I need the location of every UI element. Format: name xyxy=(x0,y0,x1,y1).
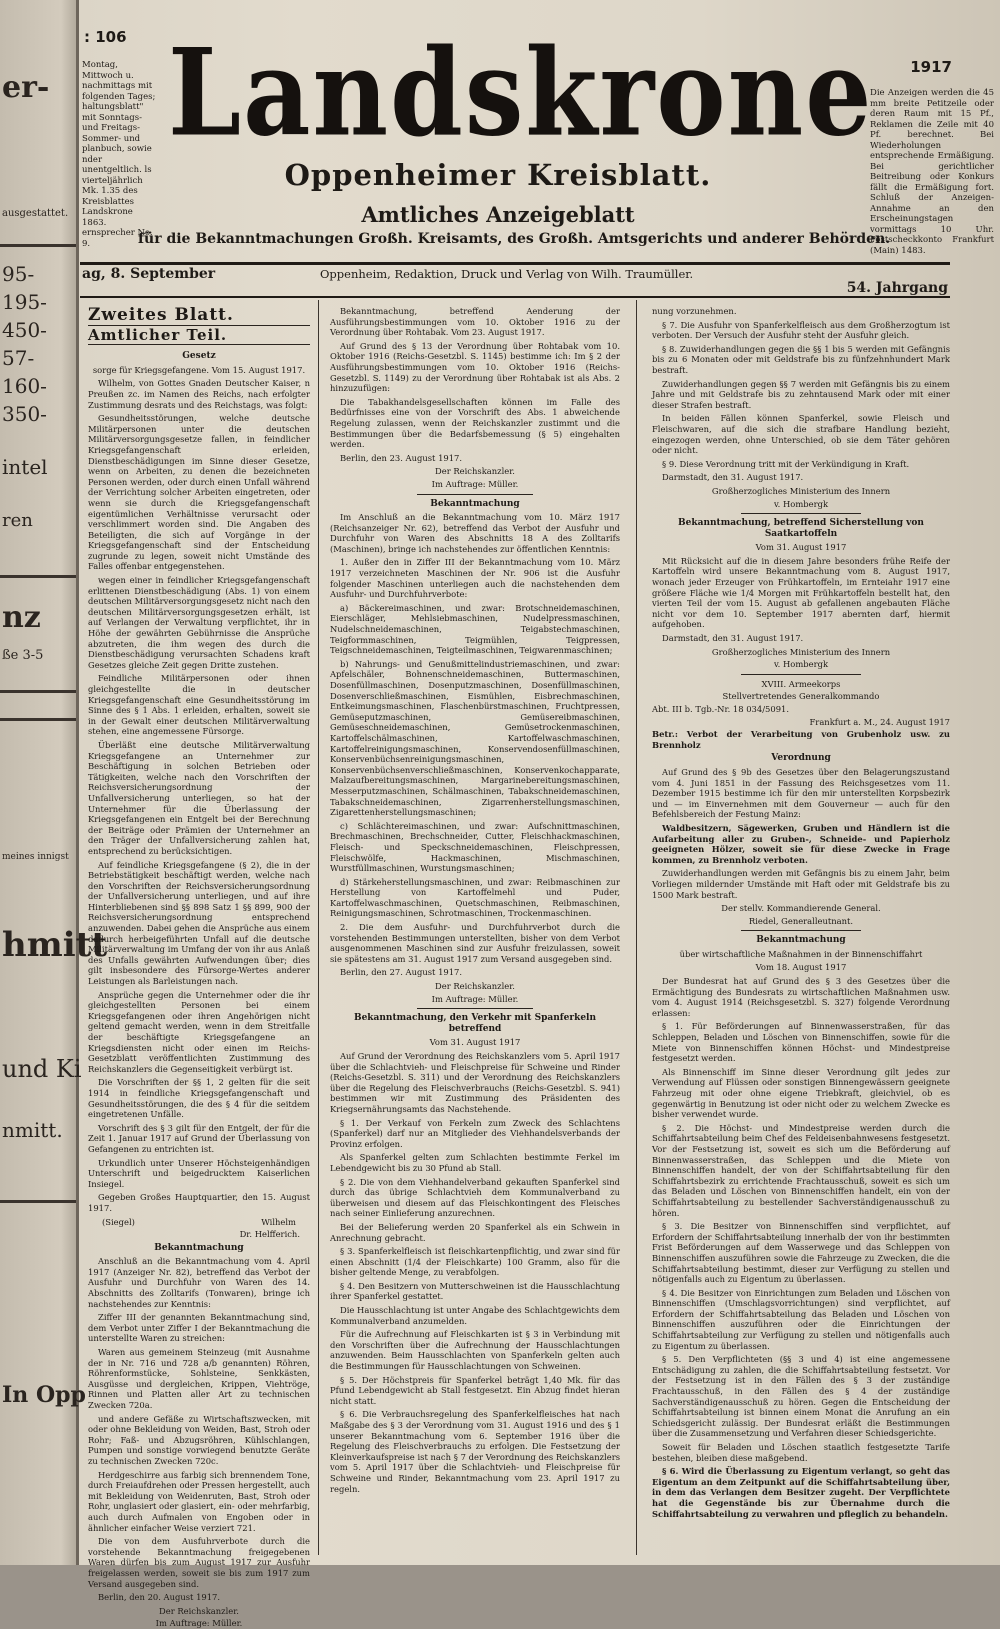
signature: Der Reichskanzler. xyxy=(435,981,515,992)
masthead xyxy=(138,22,891,247)
issue-date: ag, 8. September xyxy=(82,266,216,282)
bleed-fragment: hmitt xyxy=(2,925,108,965)
bleed-fragment: ße 3-5 xyxy=(2,648,44,663)
newspaper-front xyxy=(80,0,998,1629)
reference-number: Abt. III b. Tgb.-Nr. 18 034/5091. xyxy=(652,704,790,714)
signature: Im Auftrage: Müller. xyxy=(155,1618,243,1629)
paragraph: Der Bundesrat hat auf Grund des § 3 des Gesetzes über die Ermächtigung des Bundesrats zu wirtschaftlichen Maßnahmen usw. vom 4. August 1914 (Reichsgesetzbl. S. 327) folgende Verordnung erlassen: xyxy=(652,976,950,1018)
article-title: Verordnung xyxy=(771,753,831,764)
paragraph: wegen einer in feindlicher Kriegsgefangenschaft erlittenen Dienstbeschädigung (Abs. 1) von einem deutschen Militärversorgungsgesetz nicht nach den deutschen Militärversorgungsgesetzen erhält, ist auf Verlangen der Verwaltung verpflichtet, ihr in Höhe der gewährten Gebührnisse die Ansprüche abzutreten, die ihm wegen des durch die Dienstbeschädigung verursachten Schadens kraft Gesetzes gleiche Zeit gegen Dritte zustehen. xyxy=(88,575,310,670)
paragraph: Für die Aufrechnung auf Fleischkarten ist § 3 in Verbindung mit den Vorschriften über die Aufrechnung der Hausschlachtungen anzuwenden. Beim Hausschlachten von Spanferkeln gelten auch die Bestimmungen für Hausschlachtungen von Schweinen. xyxy=(330,1329,620,1372)
signature: v. Hombergk xyxy=(773,498,829,509)
paragraph: Gesundheitsstörungen, welche deutsche Militärpersonen unter die deutschen Militärversorgungsgesetze fallen, in feindlicher Kriegsgefangenschaft erleiden, Dienstbeschädigungen im Sinne dieser Gesetze, wenn on Arbeiten, zu denen die bezeichneten Personen werden, oder durch einen Unfall während der Verrichtung solcher Arbeiten eingetreten, oder wenn sie durch die Kriegsgefangenschaft eigentümlichen Verhältnisse verursacht oder verschlimmert worden sind. Die Angaben des Beteiligten, die sich auf Vorgänge in der Kriegsgefangenschaft sind der Entscheidung zugrunde zu legen, soweit nicht Umstände des Falles offenbar entgegenstehen. xyxy=(88,413,310,572)
signature: Großherzogliches Ministerium des Innern xyxy=(711,646,891,657)
paragraph: und andere Gefäße zu Wirtschaftszwecken, mit oder ohne Bekleidung von Weiden, Bast, Stroh oder Rohr; Faß- und Abzugsröhren, Kühlschlangen, Pumpen und sonstige vorwiegend benutzte Geräte zu technischen Zwecken 720c. xyxy=(88,1413,310,1466)
publisher-line: Oppenheim, Redaktion, Druck und Verlag von Wilh. Traumüller. xyxy=(320,267,694,281)
paragraph: Die Vorschriften der §§ 1, 2 gelten für die seit 1914 in feindliche Kriegsgefangenschaft und Gesundheitsstörungen, die des § 4 für die seitdem eingetretenen Unfälle. xyxy=(88,1077,310,1120)
paragraph: § 4. Den Besitzern von Mutterschweinen ist die Hausschlachtung ihrer Spanferkel gestattet. xyxy=(330,1280,620,1302)
signature: Wilhelm xyxy=(261,1216,296,1227)
issue-number: : 106 xyxy=(84,28,127,46)
paragraph: § 3. Die Besitzer von Binnenschiffen sind verpflichtet, auf Erfordern der Schiffahrtsabteilung innerhalb der von ihr bestimmten Frist Beförderungen auf dem Wasserwege und das Schleppen von Binnenschiffen auszuführen sowie die Fahrzeuge zu Zwecken, die die Schiffahrtsabteilung bestimmt, dieser zur Verfügung zu stellen und nötigenfalls auch zu Eigentum zu überlassen. xyxy=(652,1221,950,1285)
article-date: Vom 31. August 1917 xyxy=(429,1037,521,1048)
signature: Riedel, Generalleutnant. xyxy=(748,915,854,926)
bleed-fragment: nmitt. xyxy=(2,1118,63,1142)
command-heading: Stellvertretendes Generalkommando xyxy=(722,691,880,702)
official-gazette-line: Amtliches Anzeigeblatt xyxy=(361,202,635,227)
paragraph: Auf feindliche Kriegsgefangene (§ 2), die in der Betriebstätigkeit beschäftigt werden, welche nach den Vorschriften der Reichsversicherungsordnung der Unfallversicherung unterliegen, und auf ihre Hinterbliebenen sind §§ 898 Satz 1 §§ 899, 900 der Reichsversicherungsordnung entsprechend anzuwenden. Dabei gehen die Ansprüche aus einem dadurch herbeigeführten Unfall auf die deutsche Militärverwaltung im Umfang der von ihr aus Anlaß des Unfalls gewährten Aufwendungen über; dies gilt insbesondere des Fürsorge-Wertes anderer Leistungen als Barleistungen nach. xyxy=(88,859,310,987)
paragraph: c) Schlächtereimaschinen, und zwar: Aufschnittmaschinen, Brechmaschinen, Brechschneider, Cutter, Fleischhackmaschinen, Fleisch- und Speckschneidemaschinen, Fleischpressen, Fleischwölfe, Hackmaschinen, Mischmaschinen, Wurstfüllmaschinen, Wurstungsmaschinen; xyxy=(330,820,620,874)
paragraph: § 2. Die Höchst- und Mindestpreise werden durch die Schiffahrtsabteilung beim Chef des Feldeisenbahnwesens festgesetzt. Vor der Festsetzung ist, soweit es sich um die Beförderung auf Binnenwasserstraßen, das Schleppen und die Miete von Binnenschiffen handelt, der von der Schiffahrtsabteilung für den Schiffahrtsbezirk zu errichtende Frachtausschuß, soweit es sich um das Beladen und Löschen von Binnenschiffen handelt, ein von der Schiffahrtsabteilung zu bestellender Sachverständigenausschuß zu hören. xyxy=(652,1122,950,1218)
article-subtitle: über wirtschaftliche Maßnahmen in der Binnenschiffahrt xyxy=(679,948,923,959)
dateline xyxy=(80,266,950,296)
place-date: Frankfurt a. M., 24. August 1917 xyxy=(809,716,950,727)
bleed-fragment: 160- xyxy=(2,374,47,398)
paragraph: Darmstadt, den 31. August 1917. xyxy=(662,472,804,483)
paragraph: § 8. Zuwiderhandlungen gegen die §§ 1 bis 5 werden mit Gefängnis bis zu 6 Monaten oder mit Geldstrafe bis zu fünfzehnhundert Mark bestraft. xyxy=(652,343,950,375)
paragraph: Im Anschluß an die Bekanntmachung vom 10. März 1917 (Reichsanzeiger Nr. 62), betreffend das Verbot der Ausfuhr und Durchfuhr von Waren des Abschnitts 18 A des Zolltarifs (Maschinen), bringe ich nachstehendes zur öffentlichen Kenntnis: xyxy=(330,512,620,554)
article-title: Bekanntmachung xyxy=(430,498,520,509)
paragraph: § 3. Spanferkelfleisch ist fleischkartenpflichtig, und zwar sind für einen Abschnitt (1/4 der Fleischkarte) 100 Gramm, also für die bisher geltende Menge, zu verabfolgen. xyxy=(330,1246,620,1278)
paragraph: Gegeben Großes Hauptquartier, den 15. August 1917. xyxy=(88,1192,310,1213)
bleed-fragment: und Ki xyxy=(2,1055,82,1083)
newspaper-subtitle: Oppenheimer Kreisblatt. xyxy=(284,158,712,192)
bleed-fragment: intel xyxy=(2,455,48,479)
paragraph: a) Bäckereimaschinen, und zwar: Brotschneidemaschinen, Eierschläger, Mehlsiebmaschinen, Nudelpressmaschinen, Nudelschneidemaschinen, Teigabstechmaschinen, Teigformmaschinen, Teigmühlen, Teigpressen, Teigschneidemaschinen, Teigteilmaschinen, Teigwarenmaschinen; xyxy=(330,602,620,656)
paragraph: Herdgeschirre aus farbig sich brennendem Tone, durch Freiaufdrehen oder Pressen hergestellt, auch mit Bekleidung von Weidenruten, Bast, Stroh oder Rohr, unglasiert oder glasiert, ein- oder mehrfarbig, auch durch Aufmalen von Engoben oder in ähnlicher einfacher Weise verziert 721. xyxy=(88,1469,310,1533)
bleed-fragment: ren xyxy=(2,510,33,531)
bleed-fragment: 195- xyxy=(2,290,47,314)
paragraph: b) Nahrungs- und Genußmittelindustriemaschinen, und zwar: Apfelschäler, Bohnenschneidemaschinen, Buttermaschinen, Dosenfüllmaschinen, Dosenputzmaschinen, Dosenfüllmaschinen, Dosenverschließmaschinen, Eismühlen, Eisbrechmaschinen, Entkeimungsmaschinen, Flaschenbürstmaschinen, Fruchtpressen, Gemüseputzmaschinen, Gemüsereibmaschinen, Gemüseschneidemaschinen, Gemüsetrockenmaschinen, Kartoffelschälmaschinen, Kartoffelwaschmaschinen, Kartoffelreinigungsmaschinen, Konservendosenfüllmaschinen, Konservenbüchsenreinigungsmaschinen, Konservenbüchsenverschließmaschinen, Konservenkochapparate, Malzaufbereitungsmaschinen, Margarinebereitungsmaschinen, Messerputzmaschinen, Schälmaschinen, Tabakschneidemaschinen, Tabakschneidemaschinen, Zigarrenherstellungsmaschinen, Zigarettenherstellungsmaschinen; xyxy=(330,658,620,818)
bleed-fragment: ausgestattet. xyxy=(2,208,69,219)
paragraph: Berlin, den 27. August 1917. xyxy=(340,967,463,978)
paragraph: Berlin, den 20. August 1917. xyxy=(98,1592,221,1603)
paragraph: Mit Rücksicht auf die in diesem Jahre besonders frühe Reife der Kartoffeln wird unsere Bekanntmachung vom 8. August 1917, wonach jeder Erzeuger von Frühkartoffeln, im Ernteiahr 1917 eine größere Fläche wie 1/4 Morgen mit Frühkartoffeln bestellt hat, den vierten Teil der vom 15. August ab gefallenen angebauten Fläche nicht vor dem 10. September 1917 abernten darf, hiermit aufgehoben. xyxy=(652,555,950,630)
paragraph: In beiden Fällen können Spanferkel, sowie Fleisch und Fleischwaren, auf die sich die strafbare Handlung bezieht, eingezogen werden, ohne Unterschied, ob sie dem Täter gehören oder nicht. xyxy=(652,413,950,456)
paragraph: Auf Grund des § 9b des Gesetzes über den Belagerungszustand vom 4. Juni 1851 in der Fassung des Reichsgesetzes vom 11. Dezember 1915 bestimme ich für den mir unterstellten Korpsbezirk und — im Einvernehmen mit dem Gouverneur — auch für den Befehlsbereich der Festung Mainz: xyxy=(652,766,950,820)
paragraph: Überläßt eine deutsche Militärverwaltung Kriegsgefangene an Unternehmer zur Beschäftigung in solchen Betrieben oder Tätigkeiten, welche nach den Vorschriften der Reichsversicherungsordnung der Unfallversicherung unterliegen, so hat der Unternehmer für die Überlassung der Kriegsgefangenen ein Entgelt bei der Berechnung der Beiträge oder Prämien der Unternehmer an den Träger der Unfallversicherung zahlen hat, entsprechend zu berücksichtigen. xyxy=(88,739,310,856)
divider xyxy=(80,262,950,265)
signature: Der Reichskanzler. xyxy=(435,466,515,477)
paragraph: Auf Grund der Verordnung des Reichskanzlers vom 5. April 1917 über die Schlachtvieh- und Fleischpreise für Schweine und Rinder (Reichs-Gesetzbl. S. 311) und der Verordnung des Reichskanzlers über die Regelung des Fleischverbrauchs (Reichs-Gesetzbl. S. 941) bestimmen wir mit Zustimmung des Präsidenten des Kriegsernährungsamts das Nachstehende. xyxy=(330,1051,620,1114)
paragraph: Berlin, den 23. August 1917. xyxy=(340,452,463,463)
signature: Der Reichskanzler. xyxy=(159,1605,239,1616)
divider xyxy=(80,296,950,298)
paragraph: Zuwiderhandlungen werden mit Gefängnis bis zu einem Jahr, beim Vorliegen mildernder Umstände mit Haft oder mit Geldstrafe bis zu 1500 Mark bestraft. xyxy=(652,868,950,900)
signature: v. Hombergk xyxy=(773,659,829,670)
paragraph: Als Spanferkel gelten zum Schlachten bestimmte Ferkel im Lebendgewicht bis zu 30 Pfund ab Stall. xyxy=(330,1152,620,1173)
paragraph: § 2. Die von dem Viehhandelverband gekauften Spanferkel sind durch das übrige Schlachtvieh dem Kommunalverband zu überweisen und diesem auf das Fleischkontingent des Fleisches nach seiner Einlieferung anzurechnen. xyxy=(330,1176,620,1219)
paragraph: Die von dem Ausfuhrverbote durch die vorstehende Bekanntmachung freigegebenen Waren dürfen bis zum August 1917 zur Ausfuhr freigelassen werden, soweit sie bis zum 1917 zum Versand ausgegeben sind. xyxy=(88,1536,310,1589)
subscription-info: Montag, Mittwoch u. nachmittags mit folgenden Tages; haltungsblatt" mit Sonntags- und Freitags-Sommer- und planbuch, sowie nder unentgeltlich. ls vierteljährlich Mk. 1.35 des Kreisblattes Landskrone 1863. ernsprecher No. 9. xyxy=(82,60,156,249)
paragraph: Auf Grund des § 13 der Verordnung über Rohtabak vom 10. Oktober 1916 (Reichs-Gesetzbl. S. 1145) bestimme ich: Im § 2 der Ausführungsbestimmungen vom 10. Oktober 1916 (Reichs-Gesetzbl. S. 1149) zu der Verordnung über Rohtabak ist als Abs. 2 hinzuzufügen: xyxy=(330,340,620,394)
paragraph: Ansprüche gegen die Unternehmer oder die ihr gleichgestellten Personen bei einem Kriegsgefangenen oder ihren Angehörigen nicht geltend gemacht werden, wenn in dem Streitfalle der beschäftigte Kriegsgefangene an Kriegsdiensten nicht oder einen im Reichs-Gesetzblatt veröffentlichten Zustimmung des Reichskanzlers die Gegenseitigkeit verbürgt ist. xyxy=(88,989,310,1074)
article-title: Bekanntmachung xyxy=(756,935,846,946)
signature: Dr. Helfferich. xyxy=(239,1229,300,1240)
signature: Großherzogliches Ministerium des Innern xyxy=(711,485,891,496)
bleed-fragment: er- xyxy=(2,70,50,105)
seal-note: (Siegel) xyxy=(102,1216,135,1227)
paragraph: Vorschrift des § 3 gilt für den Entgelt, der für die Zeit 1. Januar 1917 auf Grund der Überlassung von Gefangenen zu entrichten ist. xyxy=(88,1122,310,1154)
bleed-fragment: 57- xyxy=(2,346,35,370)
paragraph: Die Hausschlachtung ist unter Angabe des Schlachtgewichts dem Kommunalverband anzumelden. xyxy=(330,1305,620,1326)
bleed-fragment: meines innigst xyxy=(2,852,69,862)
paragraph: nung vorzunehmen. xyxy=(652,306,737,316)
column-3 xyxy=(652,306,950,1556)
authorities-line: für die Bekanntmachungen Großh. Kreisamts, des Großh. Amtsgerichts und anderer Behörden. xyxy=(138,231,891,247)
paragraph: § 1. Für Beförderungen auf Binnenwasserstraßen, für das Schleppen, Beladen und Löschen von Binnenschiffen, sowie für die Miete von Binnenschiffen können Höchst- und Mindestpreise festgesetzt werden. xyxy=(652,1021,950,1064)
article-date: Vom 31. August 1917 xyxy=(755,542,847,553)
article-title: Bekanntmachung, den Verkehr mit Spanferkeln betreffend xyxy=(353,1013,597,1034)
paragraph: § 5. Der Höchstpreis für Spanferkel beträgt 1,40 Mk. für das Pfund Lebendgewicht ab Stall festgesetzt. Ein Abzug findet hieran nicht statt. xyxy=(330,1374,620,1406)
section-heading: Amtlicher Teil. xyxy=(88,325,228,344)
article-subtitle: sorge für Kriegsgefangene. Vom 15. August 1917. xyxy=(92,364,306,375)
paragraph: Urkundlich unter Unserer Höchsteigenhändigen Unterschrift und beigedrucktem Kaiserlichen Insiegel. xyxy=(88,1157,310,1189)
paragraph: Zuwiderhandlungen gegen §§ 7 werden mit Gefängnis bis zu einem Jahre und mit Geldstrafe bis zu zehntausend Mark oder mit einer dieser Strafen bestraft. xyxy=(652,378,950,410)
paragraph: § 5. Den Verpflichteten (§§ 3 und 4) ist eine angemessene Entschädigung zu zahlen, die die Schiffahrtsabteilung festsetzt. Vor der Festsetzung ist in den Fällen des § 3 der zuständige Frachtausschuß, in den Fällen des § 4 der zuständige Sachverständigenausschuß zu hören. Gegen die Entscheidung der Schiffahrtsabteilung ist binnen einem Monat die Anrufung an ein Schiedsgericht zulässig. Der Bundesrat erläßt die Bestimmungen über die Zusammensetzung und Verfahren dieser Schiedsgerichte. xyxy=(652,1354,950,1439)
paragraph: Betr.: Verbot der Verarbeitung von Grubenholz usw. zu Brennholz xyxy=(652,729,950,750)
paragraph: Wilhelm, von Gottes Gnaden Deutscher Kaiser, n Preußen zc. im Namen des Reichs, nach erfolgter Zustimmung desrats und des Reichstags, was folgt: xyxy=(88,378,310,410)
paragraph: § 6. Die Verbrauchsregelung des Spanferkelfleisches hat nach Maßgabe des § 3 der Verordnung vom 31. August 1916 und des § 1 unserer Bekanntmachung vom 6. September 1916 über die Regelung des Fleischverbrauchs zu erfolgen. Die Festsetzung der Kleinverkaufspreise ist nach § 7 der Verordnung des Reichskanzlers vom 5. April 1917 über die Schlachtvieh- und Fleischpreise für Schweine und Rinder, Bekanntmachung vom 23. April 1917 zu regeln. xyxy=(330,1409,620,1494)
article-title: Bekanntmachung, betreffend Sicherstellung von Saatkartoffeln xyxy=(678,518,924,539)
paragraph: Darmstadt, den 31. August 1917. xyxy=(662,633,804,644)
signature: Im Auftrage: Müller. xyxy=(431,993,519,1004)
article-title: Gesetz xyxy=(182,351,216,362)
paragraph: Ziffer III der genannten Bekanntmachung sind, dem Verbot unter Ziffer I der Bekanntmachung die unterstellte Waren zu streichen: xyxy=(88,1312,310,1344)
paragraph: § 6. Wird die Überlassung zu Eigentum verlangt, so geht das Eigentum an dem Zeitpunkt auf die Schiffahrtsabteilung über, in dem das Verlangen dem Besitzer zugeht. Der Verpflichtete hat die Gegenstände bis zur Übernahme durch die Schiffahrtsabteilung zu verwahren und pfleglich zu behandeln. xyxy=(652,1466,950,1519)
column-2 xyxy=(330,306,620,1556)
paragraph: Anschluß an die Bekanntmachung vom 4. April 1917 (Anzeiger Nr. 82), betreffend das Verbot der Ausfuhr und Durchfuhr von Waren des 14. Abschnitts des Zolltarifs (Tonwaren), bringe ich nachstehendes zur Kenntnis: xyxy=(88,1256,310,1309)
bleed-fragment: In Opp xyxy=(2,1382,86,1408)
paragraph: § 4. Die Besitzer von Einrichtungen zum Beladen und Löschen von Binnenschiffen (Umschlagsvorrichtungen) sind verpflichtet, auf Erfordern der Schiffahrtsabteilung das Beladen und Löschen von Binnenschiffen auszuführen oder die Einrichtungen der Schiffahrtsabteilung zur Verfügung zu stellen und nötigenfalls auch zu Eigentum zu überlassen. xyxy=(652,1287,950,1351)
paragraph: 2. Die dem Ausfuhr- und Durchfuhrverbot durch die vorstehenden Bestimmungen unterstellten, bisher von dem Verbot ausgenommenen Maschinen sind zur Ausfuhr freizulassen, soweit sie spätestens am 31. August 1917 zum Versand ausgegeben sind. xyxy=(330,922,620,964)
article-date: Vom 18. August 1917 xyxy=(755,962,847,973)
column-rule xyxy=(636,300,637,1555)
column-1 xyxy=(88,305,310,1629)
section-heading: Zweites Blatt. xyxy=(88,305,234,325)
bleed-fragment: 350- xyxy=(2,402,47,426)
bleed-fragment: nz xyxy=(2,600,41,635)
paragraph: § 1. Der Verkauf von Ferkeln zum Zweck des Schlachtens (Spanferkel) darf nur an Mitglieder des Viehhandelsverbands der Provinz erfolgen. xyxy=(330,1117,620,1149)
bleed-fragment: 450- xyxy=(2,318,47,342)
command-heading: XVIII. Armeekorps xyxy=(761,678,841,689)
paragraph: Waldbesitzern, Sägewerken, Gruben und Händlern ist die Aufarbeitung aller zu Gruben-, Schneide- und Papierholz geeigneten Hölzer, soweit sie für diese Zwecke in Frage kommen, zu Brennholz verboten. xyxy=(652,822,950,865)
column-rule xyxy=(318,300,319,1555)
signature: Im Auftrage: Müller. xyxy=(431,478,519,489)
bleed-fragment: 95- xyxy=(2,262,35,286)
paragraph: Als Binnenschiff im Sinne dieser Verordnung gilt jedes zur Verwendung auf Flüssen oder sonstigen Binnengewässern geeignete Fahrzeug mit oder ohne eigene Triebkraft, gleichviel, ob es gegenwärtig in Benutzung ist oder nicht oder zu welchem Zwecke es bisher verwendet wurde. xyxy=(652,1066,950,1120)
paragraph: Die Tabakhandelsgesellschaften können im Falle des Bedürfnisses eine von der Vorschrift des Abs. 1 abweichende Regelung zulassen, wenn der Reichskanzler zustimmt und die Bestimmungen über die Bedarfsbemessung (§ 5) eingehalten werden. xyxy=(330,396,620,450)
paragraph: 1. Außer den in Ziffer III der Bekanntmachung vom 10. März 1917 verzeichneten Maschinen der Nr. 906 ist die Ausfuhr folgender Maschinen unterliegen auch die nachstehenden dem Ausfuhr- und Durchfuhrverbote: xyxy=(330,557,620,600)
paragraph: § 7. Die Ausfuhr von Spanferkelfleisch aus dem Großherzogtum ist verboten. Der Versuch der Ausfuhr steht der Ausfuhr gleich. xyxy=(652,319,950,341)
volume-year: 54. Jahrgang xyxy=(846,280,948,296)
paragraph: Waren aus gemeinem Steinzeug (mit Ausnahme der in Nr. 716 und 728 a/b genannten) Röhren, Röhrenformstücke, Sohlsteine, Senkkästen, Ausgüsse und dergleichen, Krippen, Viehtröge, Rinnen und Platten aller Art zu technischen Zwecken 720a. xyxy=(88,1347,310,1410)
paragraph: § 9. Diese Verordnung tritt mit der Verkündigung in Kraft. xyxy=(662,458,910,469)
paragraph: Feindliche Militärpersonen oder ihnen gleichgestellte die in deutscher Kriegsgefangenschaft eine Gesundheitsstörung im Sinne des § 1 Abs. 1 erleiden, erhalten, soweit sie in der Gewalt einer deutschen Militärverwaltung stehen, eine angemessene Fürsorge. xyxy=(88,673,310,737)
paragraph: Bekanntmachung, betreffend Aenderung der Ausführungsbestimmungen vom 10. Oktober 1916 zu der Verordnung über Rohtabak. Vom 23. August 1917. xyxy=(330,306,620,338)
newspaper-title: Landskrone xyxy=(168,22,874,164)
year: 1917 xyxy=(910,58,952,76)
article-title: Bekanntmachung xyxy=(154,1242,244,1253)
paragraph: Soweit für Beladen und Löschen staatlich festgesetzte Tarife bestehen, bleiben diese maßgebend. xyxy=(652,1442,950,1463)
paragraph: Bei der Belieferung werden 20 Spanferkel als ein Schwein in Anrechnung gebracht. xyxy=(330,1221,620,1243)
signature: Der stellv. Kommandierende General. xyxy=(721,903,881,914)
advertising-rates: Die Anzeigen werden die 45 mm breite Petitzeile oder deren Raum mit 15 Pf., Reklamen die Zeile mit 40 Pf. berechnet. Bei Wiederholungen entsprechende Ermäßigung. Bei gerichtlicher Beitreibung oder Konkurs fällt die Ermäßigung fort. Schluß der Anzeigen-Annahme an den Erscheinungstagen vormittags 10 Uhr. Postscheckkonto Frankfurt (Main) 1483. xyxy=(870,88,994,256)
paragraph: d) Stärkeherstellungsmaschinen, und zwar: Reibmaschinen zur Herstellung von Kartoffelmehl und Puder, Kartoffelwaschmaschinen, Quetschmaschinen, Reibmaschinen, Reinigungsmaschinen, Schrotmaschinen, Trockenmaschinen. xyxy=(330,876,620,919)
